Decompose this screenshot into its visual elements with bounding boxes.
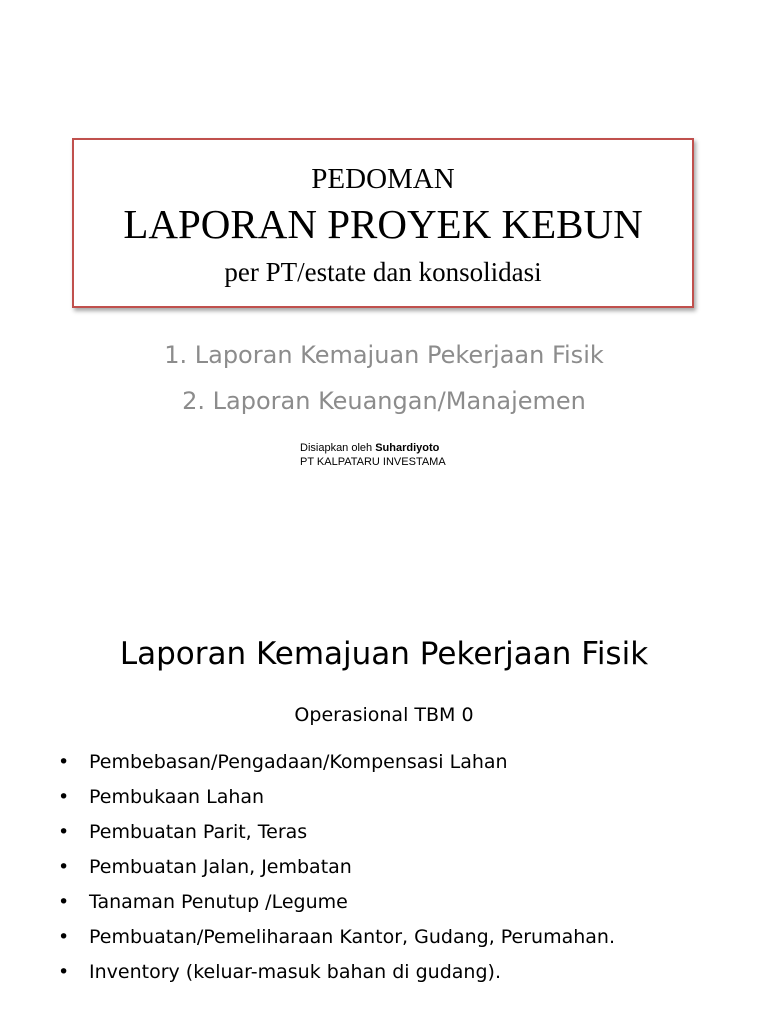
title-main: LAPORAN PROYEK KEBUN [123,201,643,247]
company-name: PT KALPATARU INVESTAMA [300,456,446,468]
contents-item: 2. Laporan Keuangan/Manajemen [182,387,586,415]
bullet-icon: • [58,751,70,773]
list-item [58,853,615,888]
title-box [72,138,694,308]
list-item-text: Pembuatan/Pemeliharaan Kantor, Gudang, Perumahan. [89,926,616,948]
title-small: PEDOMAN [311,163,455,195]
contents-item: 1. Laporan Kemajuan Pekerjaan Fisik [164,341,604,369]
contents-list [0,332,768,424]
slide-title: Laporan Kemajuan Pekerjaan Fisik [119,636,649,672]
list-item-text: Inventory (keluar-masuk bahan di gudang). [89,961,501,983]
list-item [58,923,615,958]
list-item [58,783,615,818]
list-item [58,888,615,923]
title-sub: per PT/estate dan konsolidasi [224,257,542,287]
list-item [58,818,615,853]
bullet-icon: • [58,926,70,948]
list-item-text: Pembuatan Parit, Teras [89,821,308,843]
bullet-icon: • [58,961,70,983]
bullet-icon: • [58,856,70,878]
author-name: Suhardiyoto [375,442,440,454]
prepared-prefix: Disiapkan oleh [300,442,376,454]
bullet-list [58,748,615,993]
list-item-text: Pembuatan Jalan, Jembatan [89,856,352,878]
list-item-text: Pembukaan Lahan [89,786,265,808]
prepared-by [300,441,446,469]
list-item [58,748,615,783]
list-item-text: Tanaman Penutup /Legume [89,891,348,913]
bullet-icon: • [58,821,70,843]
list-item-text: Pembebasan/Pengadaan/Kompensasi Lahan [89,751,508,773]
bullet-icon: • [58,786,70,808]
prepared-line [300,441,446,455]
content-slide [0,590,768,1024]
list-item [58,958,615,993]
slide-subtitle: Operasional TBM 0 [294,704,474,726]
bullet-icon: • [58,891,70,913]
